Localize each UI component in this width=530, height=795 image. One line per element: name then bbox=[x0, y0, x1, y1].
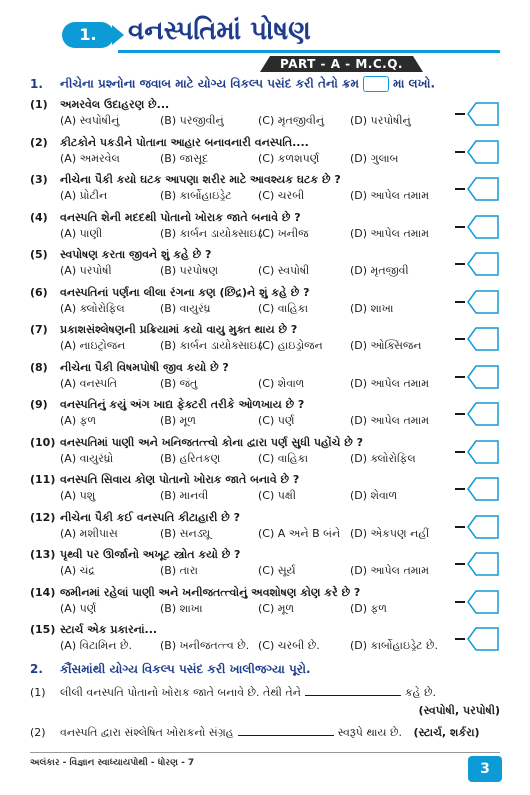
option-b[interactable]: (B) શાખા bbox=[160, 602, 203, 615]
mcq-question bbox=[30, 546, 450, 579]
section-2-instruction: કૌંસમાંથી યોગ્ય વિકલ્પ પસંદ કરી ખાલીજગ્યા પૂરો. bbox=[60, 662, 311, 676]
question-number: (3) bbox=[30, 173, 48, 186]
answer-tag[interactable] bbox=[455, 477, 499, 501]
option-d[interactable]: (D) ઓક્સિજન bbox=[350, 339, 422, 352]
mcq-question bbox=[30, 96, 450, 129]
answer-box-sample bbox=[363, 76, 389, 92]
mcq-question bbox=[30, 471, 450, 504]
option-d[interactable]: (D) ક્લોરોફિલ bbox=[350, 452, 416, 465]
option-d[interactable]: (D) આપેલ તમામ bbox=[350, 377, 430, 390]
chapter-number: 1. bbox=[62, 22, 114, 48]
question-text: નીચેના પૈકી વિષમપોષી જીવ કયો છે ? bbox=[60, 361, 229, 374]
option-d[interactable]: (D) શેવાળ bbox=[350, 489, 398, 502]
fill-blank-text-after: સ્વરૂપે થાય છે. bbox=[337, 726, 403, 739]
option-c[interactable]: (C) શેવાળ bbox=[258, 377, 305, 390]
question-text: વનસ્પતિમાં પાણી અને ખનિજતત્ત્વો કોના દ્વારા પર્ણ સુધી પહોંચે છે ? bbox=[60, 436, 363, 449]
option-a[interactable]: (A) પાણી bbox=[60, 227, 103, 240]
option-c[interactable]: (C) સ્વપોષી bbox=[258, 264, 310, 277]
option-d[interactable]: (D) ફળ bbox=[350, 602, 387, 615]
answer-tag[interactable] bbox=[455, 327, 499, 351]
question-text: પૃથ્વી પર ઊર્જાનો અખૂટ સ્ત્રોત કયો છે ? bbox=[60, 548, 241, 561]
question-text: વનસ્પતિ શેની મદદથી પોતાનો ખોરાક જાતે બનાવે છે ? bbox=[60, 211, 301, 224]
question-text: પ્રકાશસંશ્લેષણની પ્રક્રિયામાં કયો વાયુ મુક્ત થાય છે ? bbox=[60, 323, 298, 336]
answer-tag[interactable] bbox=[455, 252, 499, 276]
option-a[interactable]: (A) પ્રોટીન bbox=[60, 189, 108, 202]
fill-blank-2 bbox=[30, 724, 500, 742]
mcq-question bbox=[30, 621, 450, 654]
fill-blank-1 bbox=[30, 684, 500, 720]
mcq-question bbox=[30, 209, 450, 242]
option-d[interactable]: (D) આપેલ તમામ bbox=[350, 227, 430, 240]
question-text: નીચેના પૈકી કઈ વનસ્પતિ કીટાહારી છે ? bbox=[60, 511, 240, 524]
question-number: (2) bbox=[30, 136, 48, 149]
option-c[interactable]: (C) કળશપર્ણ bbox=[258, 152, 320, 165]
option-a[interactable]: (A) ફળ bbox=[60, 414, 97, 427]
option-c[interactable]: (C) વાહિકા bbox=[258, 452, 309, 465]
part-label: PART - A - M.C.Q. bbox=[270, 56, 413, 72]
answer-tag[interactable] bbox=[455, 102, 499, 126]
option-b[interactable]: (B) પરજીવીનું bbox=[160, 114, 224, 127]
question-text: સ્વપોષણ કરતા જીવને શું કહે છે ? bbox=[60, 248, 212, 261]
option-d[interactable]: (D) આપેલ તમામ bbox=[350, 189, 430, 202]
question-number: (14) bbox=[30, 586, 56, 599]
blank-line[interactable] bbox=[238, 724, 334, 736]
question-text: જમીનમાં રહેલાં પાણી અને ખનીજતત્ત્વોનું અવશોષણ કોણ કરે છે ? bbox=[60, 586, 361, 599]
section-1-number: 1. bbox=[30, 76, 43, 91]
option-a[interactable]: (A) નાઇટ્રોજન bbox=[60, 339, 126, 352]
option-a[interactable]: (A) સ્વપોષીનું bbox=[60, 114, 120, 127]
mcq-question bbox=[30, 509, 450, 542]
option-a[interactable]: (A) વનસ્પતિ bbox=[60, 377, 118, 390]
option-a[interactable]: (A) મશીપાસ bbox=[60, 527, 118, 540]
answer-tag[interactable] bbox=[455, 365, 499, 389]
option-c[interactable]: (C) પક્ષી bbox=[258, 489, 297, 502]
mcq-question bbox=[30, 359, 450, 392]
section-2-number: 2. bbox=[30, 662, 43, 676]
chapter-underline bbox=[118, 50, 500, 53]
question-number: (7) bbox=[30, 323, 48, 336]
option-b[interactable]: (B) મૂળ bbox=[160, 414, 196, 427]
option-d[interactable]: (D) આપેલ તમામ bbox=[350, 564, 430, 577]
option-c[interactable]: (C) મૃતજીવીનું bbox=[258, 114, 325, 127]
section-2-heading bbox=[30, 662, 311, 677]
answer-tag[interactable] bbox=[455, 215, 499, 239]
question-text: નીચેના પૈકી કયો ઘટક આપણા શરીર માટે આવશ્યક ઘટક છે ? bbox=[60, 173, 341, 186]
option-b[interactable]: (B) કાર્બન ડાયોક્સાઇડ bbox=[160, 339, 263, 352]
fill-blank-hint: (સ્વપોષી, પરપોષી) bbox=[418, 704, 500, 717]
question-text: અમરવેલ ઉદાહરણ છે... bbox=[60, 98, 170, 111]
question-text: વનસ્પતિનાં પર્ણના લીલા રંગના કણ (છિદ્ર)ને શું કહે છે ? bbox=[60, 286, 310, 299]
option-d[interactable]: (D) એકપણ નહીં bbox=[350, 527, 430, 540]
footer-divider bbox=[30, 752, 500, 753]
question-number: (4) bbox=[30, 211, 48, 224]
option-b[interactable]: (B) ખનીજતત્ત્વ છે. bbox=[160, 639, 250, 652]
section-1-instruction-tail: મા લખો. bbox=[392, 76, 436, 91]
option-a[interactable]: (A) પશુ bbox=[60, 489, 96, 502]
mcq-question bbox=[30, 396, 450, 429]
option-c[interactable]: (C) વાહિકા bbox=[258, 302, 309, 315]
option-a[interactable]: (A) ચંદ્ર bbox=[60, 564, 95, 577]
chapter-header bbox=[0, 0, 530, 58]
question-number: (5) bbox=[30, 248, 48, 261]
section-1-heading bbox=[30, 76, 435, 92]
question-number: (8) bbox=[30, 361, 48, 374]
answer-tag[interactable] bbox=[455, 627, 499, 651]
option-b[interactable]: (B) કાર્બોહાઇડ્રેટ bbox=[160, 189, 232, 202]
answer-tag[interactable] bbox=[455, 552, 499, 576]
option-b[interactable]: (B) કાર્બન ડાયોક્સાઇડ bbox=[160, 227, 263, 240]
fill-blank-number: (1) bbox=[30, 686, 46, 699]
question-number: (12) bbox=[30, 511, 56, 524]
option-d[interactable]: (D) શાખા bbox=[350, 302, 394, 315]
option-a[interactable]: (A) વાયુરંધ્રો bbox=[60, 452, 114, 465]
question-text: વનસ્પતિ સિવાય કોણ પોતાનો ખોરાક જાતે બનાવે છે ? bbox=[60, 473, 300, 486]
option-b[interactable]: (B) માનવી bbox=[160, 489, 209, 502]
question-number: (6) bbox=[30, 286, 48, 299]
option-c[interactable]: (C) સૂર્ય bbox=[258, 564, 296, 577]
mcq-question bbox=[30, 284, 450, 317]
option-c[interactable]: (C) ચરબી bbox=[258, 189, 305, 202]
section-1-instruction: નીચેના પ્રશ્નોના જવાબ માટે યોગ્ય વિકલ્પ પસંદ કરી તેનો ક્રમ bbox=[60, 76, 359, 91]
fill-blank-text: વનસ્પતિ દ્વારા સંશ્લેષિત ખોરાકનો સંગ્રહ bbox=[60, 726, 234, 739]
option-b[interactable]: (B) હરિતકણ bbox=[160, 452, 221, 465]
fill-blank-text: લીલી વનસ્પતિ પોતાનો ખોરાક જાતે બનાવે છે. તેથી તેને bbox=[60, 686, 301, 699]
option-c[interactable]: (C) A અને B બંને bbox=[258, 527, 341, 540]
mcq-question bbox=[30, 246, 450, 279]
option-d[interactable]: (D) કાર્બોહાઇડ્રેટ છે. bbox=[350, 639, 439, 652]
question-text: વનસ્પતિનું કયું અંગ ખાદ્ય ફેક્ટરી તરીકે ઓળખાય છે ? bbox=[60, 398, 305, 411]
answer-tag[interactable] bbox=[455, 590, 499, 614]
option-c[interactable]: (C) ખનીજ bbox=[258, 227, 309, 240]
question-number: (11) bbox=[30, 473, 56, 486]
option-b[interactable]: (B) તારા bbox=[160, 564, 198, 577]
answer-tag[interactable] bbox=[455, 515, 499, 539]
footer-text: અલંકાર - વિજ્ઞાન સ્વાધ્યાયપોથી - ધોરણ - 7 bbox=[30, 758, 195, 768]
question-text: કીટકોને પકડીને પોતાના આહાર બનાવનારી વનસ્પતિ.... bbox=[60, 136, 309, 149]
question-number: (13) bbox=[30, 548, 56, 561]
option-d[interactable]: (D) ગુલાબ bbox=[350, 152, 399, 165]
option-a[interactable]: (A) પર્ણ bbox=[60, 602, 97, 615]
question-number: (9) bbox=[30, 398, 48, 411]
answer-tag[interactable] bbox=[455, 402, 499, 426]
question-number: (10) bbox=[30, 436, 56, 449]
chapter-title: વનસ્પતિમાં પોષણ bbox=[128, 16, 311, 46]
answer-tag[interactable] bbox=[455, 440, 499, 464]
fill-blank-number: (2) bbox=[30, 726, 46, 739]
option-b[interactable]: (B) જાસૂદ bbox=[160, 152, 209, 165]
option-d[interactable]: (D) પરપોષીનું bbox=[350, 114, 411, 127]
question-number: (1) bbox=[30, 98, 48, 111]
option-a[interactable]: (A) પરપોષી bbox=[60, 264, 112, 277]
option-b[interactable]: (B) જંતુ bbox=[160, 377, 198, 390]
option-c[interactable]: (C) હાઇડ્રોજન bbox=[258, 339, 323, 352]
page-number: 3 bbox=[468, 756, 502, 782]
answer-tag[interactable] bbox=[455, 177, 499, 201]
fill-blank-hint: (સ્ટાર્ચ, શર્કરા) bbox=[413, 726, 480, 739]
option-b[interactable]: (B) સનડ્યૂ bbox=[160, 527, 211, 540]
mcq-question bbox=[30, 171, 450, 204]
option-d[interactable]: (D) મૃતજીવી bbox=[350, 264, 409, 277]
option-b[interactable]: (B) વાયુરંધ્ર bbox=[160, 302, 211, 315]
option-d[interactable]: (D) આપેલ તમામ bbox=[350, 414, 430, 427]
blank-line[interactable] bbox=[305, 684, 401, 696]
option-a[interactable]: (A) વિટામિન છે. bbox=[60, 639, 132, 652]
option-a[interactable]: (A) અમરવેલ bbox=[60, 152, 120, 165]
mcq-question bbox=[30, 321, 450, 354]
fill-blank-text-after: કહે છે. bbox=[404, 686, 436, 699]
answer-tag[interactable] bbox=[455, 290, 499, 314]
option-b[interactable]: (B) પરપોષણ bbox=[160, 264, 219, 277]
option-c[interactable]: (C) પર્ણ bbox=[258, 414, 295, 427]
question-text: સ્ટાર્ચ એક પ્રકારનાં... bbox=[60, 623, 158, 636]
option-c[interactable]: (C) મૂળ bbox=[258, 602, 295, 615]
option-c[interactable]: (C) ચરબી છે. bbox=[258, 639, 320, 652]
question-number: (15) bbox=[30, 623, 56, 636]
mcq-question bbox=[30, 434, 450, 467]
answer-tag[interactable] bbox=[455, 140, 499, 164]
mcq-question bbox=[30, 584, 450, 617]
mcq-question bbox=[30, 134, 450, 167]
option-a[interactable]: (A) ક્લોરોફિલ bbox=[60, 302, 125, 315]
